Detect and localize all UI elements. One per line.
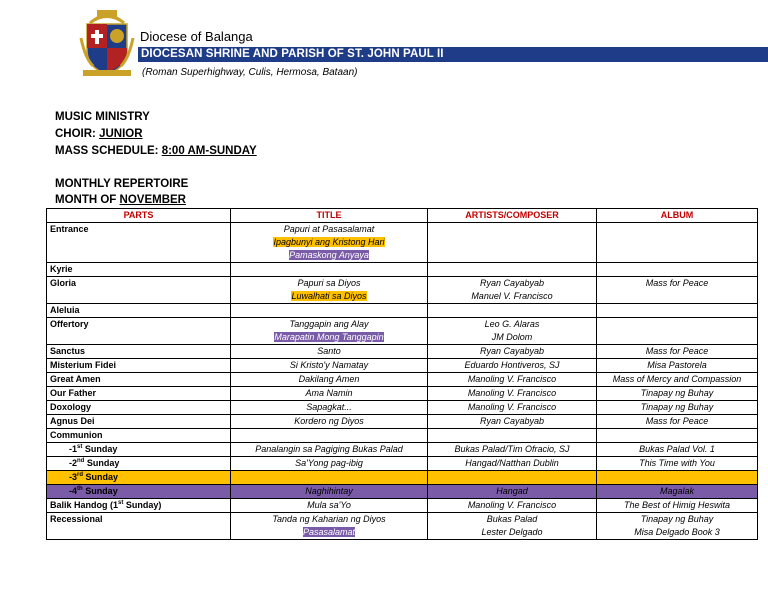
table-row [47, 499, 758, 513]
table-row [47, 457, 758, 471]
col-header-album: ALBUM [597, 209, 758, 223]
table-row [47, 513, 758, 540]
artist-cell: Ryan Cayabyab [428, 345, 597, 359]
part-cell: Our Father [47, 387, 231, 401]
album-cell: Tinapay ng Buhay Misa Delgado Book 3 [597, 513, 758, 540]
table-row [47, 345, 758, 359]
part-cell: Kyrie [47, 263, 231, 277]
table-row [47, 485, 758, 499]
artist-cell [428, 223, 597, 263]
artist-cell: Leo G. Alaras JM Dolom [428, 318, 597, 345]
title-cell: Naghihintay [231, 485, 428, 499]
repertoire-table [46, 208, 758, 540]
highlighted-title: Ipagbunyi ang Kristong Hari [273, 237, 385, 247]
month-value: NOVEMBER [119, 194, 186, 206]
table-row [47, 359, 758, 373]
title-cell [231, 263, 428, 277]
table-row [47, 318, 758, 345]
month-line: MONTH OF NOVEMBER [55, 194, 186, 206]
part-cell: Sanctus [47, 345, 231, 359]
table-row [47, 387, 758, 401]
highlighted-title: Luwalhati sa Diyos [291, 291, 367, 301]
artist-cell: Eduardo Hontiveros, SJ [428, 359, 597, 373]
artist-cell: Hangad [428, 485, 597, 499]
part-cell: -3rd Sunday [47, 471, 231, 485]
album-cell: Mass for Peace [597, 345, 758, 359]
parish-title-bar [138, 47, 768, 62]
table-row [47, 471, 758, 485]
artist-cell: Manoling V. Francisco [428, 387, 597, 401]
schedule-line: MASS SCHEDULE: 8:00 AM-SUNDAY [55, 145, 257, 157]
highlighted-title: Pamaskong Anyaya [289, 250, 369, 260]
table-row [47, 401, 758, 415]
part-cell: -2nd Sunday [47, 457, 231, 471]
album-cell [597, 304, 758, 318]
part-cell: Misterium Fidei [47, 359, 231, 373]
album-cell: Mass for Peace [597, 277, 758, 304]
artist-cell [428, 263, 597, 277]
choir-line: CHOIR: JUNIOR [55, 128, 143, 140]
part-cell: -1st Sunday [47, 443, 231, 457]
album-cell: Bukas Palad Vol. 1 [597, 443, 758, 457]
part-cell: Aleluia [47, 304, 231, 318]
table-row [47, 373, 758, 387]
artist-cell [428, 471, 597, 485]
artist-cell: Bukas Palad/Tim Ofracio, SJ [428, 443, 597, 457]
parish-name: DIOCESAN SHRINE AND PARISH OF ST. JOHN PAUL II [141, 48, 444, 60]
artist-cell: Manoling V. Francisco [428, 401, 597, 415]
col-header-parts: PARTS [47, 209, 231, 223]
album-cell: Mass of Mercy and Compassion [597, 373, 758, 387]
part-cell: -4th Sunday [47, 485, 231, 499]
artist-cell [428, 304, 597, 318]
highlighted-title: Marapatin Mong Tanggapin [274, 332, 384, 342]
table-row [47, 304, 758, 318]
title-cell: Ama Namin [231, 387, 428, 401]
table-row [47, 223, 758, 263]
album-cell: This Time with You [597, 457, 758, 471]
diocese-seal-logo [79, 8, 135, 78]
title-cell: Mula sa'Yo [231, 499, 428, 513]
col-header-title: TITLE [231, 209, 428, 223]
ministry-title: MUSIC MINISTRY [55, 111, 150, 123]
artist-cell: Manoling V. Francisco [428, 373, 597, 387]
album-cell [597, 263, 758, 277]
part-cell: Offertory [47, 318, 231, 345]
title-cell [231, 471, 428, 485]
table-row [47, 443, 758, 457]
diocese-name: Diocese of Balanga [140, 29, 253, 44]
title-cell: Tanda ng Kaharian ng Diyos Pasasalamat [231, 513, 428, 540]
table-row [47, 277, 758, 304]
artist-cell [428, 429, 597, 443]
title-cell: Sa'Yong pag-ibig [231, 457, 428, 471]
table-row [47, 415, 758, 429]
album-cell [597, 471, 758, 485]
title-cell: Panalangin sa Pagiging Bukas Palad [231, 443, 428, 457]
artist-cell: Manoling V. Francisco [428, 499, 597, 513]
schedule-value: 8:00 AM-SUNDAY [161, 145, 257, 157]
part-cell: Balik Handog (1st Sunday) [47, 499, 231, 513]
album-cell: The Best of Himig Heswita [597, 499, 758, 513]
album-cell [597, 429, 758, 443]
highlighted-title: Pasasalamat [302, 527, 356, 537]
part-cell: Agnus Dei [47, 415, 231, 429]
album-cell: Magalak [597, 485, 758, 499]
table-row [47, 429, 758, 443]
title-cell [231, 304, 428, 318]
part-cell: Doxology [47, 401, 231, 415]
artist-cell: Ryan Cayabyab Manuel V. Francisco [428, 277, 597, 304]
album-cell: Misa Pastorela [597, 359, 758, 373]
title-cell: Si Kristo'y Namatay [231, 359, 428, 373]
title-cell: Kordero ng Diyos [231, 415, 428, 429]
album-cell [597, 318, 758, 345]
table-header-row [47, 209, 758, 223]
title-cell: Santo [231, 345, 428, 359]
artist-cell: Ryan Cayabyab [428, 415, 597, 429]
title-cell: Tanggapin ang Alay Marapatin Mong Tanggapin [231, 318, 428, 345]
col-header-artists: ARTISTS/COMPOSER [428, 209, 597, 223]
title-cell [231, 429, 428, 443]
table-row [47, 263, 758, 277]
title-cell: Sapagkat... [231, 401, 428, 415]
repertoire-title: MONTHLY REPERTOIRE [55, 178, 189, 190]
parish-address: (Roman Superhighway, Culis, Hermosa, Bataan) [142, 67, 358, 78]
part-cell: Communion [47, 429, 231, 443]
part-cell: Recessional [47, 513, 231, 540]
title-cell: Papuri sa Diyos Luwalhati sa Diyos [231, 277, 428, 304]
part-cell: Great Amen [47, 373, 231, 387]
album-cell: Tinapay ng Buhay [597, 387, 758, 401]
album-cell: Tinapay ng Buhay [597, 401, 758, 415]
part-cell: Gloria [47, 277, 231, 304]
title-cell: Papuri at Pasasalamat Ipagbunyi ang Kristong Hari Pamaskong Anyaya [231, 223, 428, 263]
artist-cell: Bukas Palad Lester Delgado [428, 513, 597, 540]
artist-cell: Hangad/Natthan Dublin [428, 457, 597, 471]
title-cell: Dakilang Amen [231, 373, 428, 387]
album-cell: Mass for Peace [597, 415, 758, 429]
choir-value: JUNIOR [99, 128, 143, 140]
part-cell: Entrance [47, 223, 231, 263]
album-cell [597, 223, 758, 263]
